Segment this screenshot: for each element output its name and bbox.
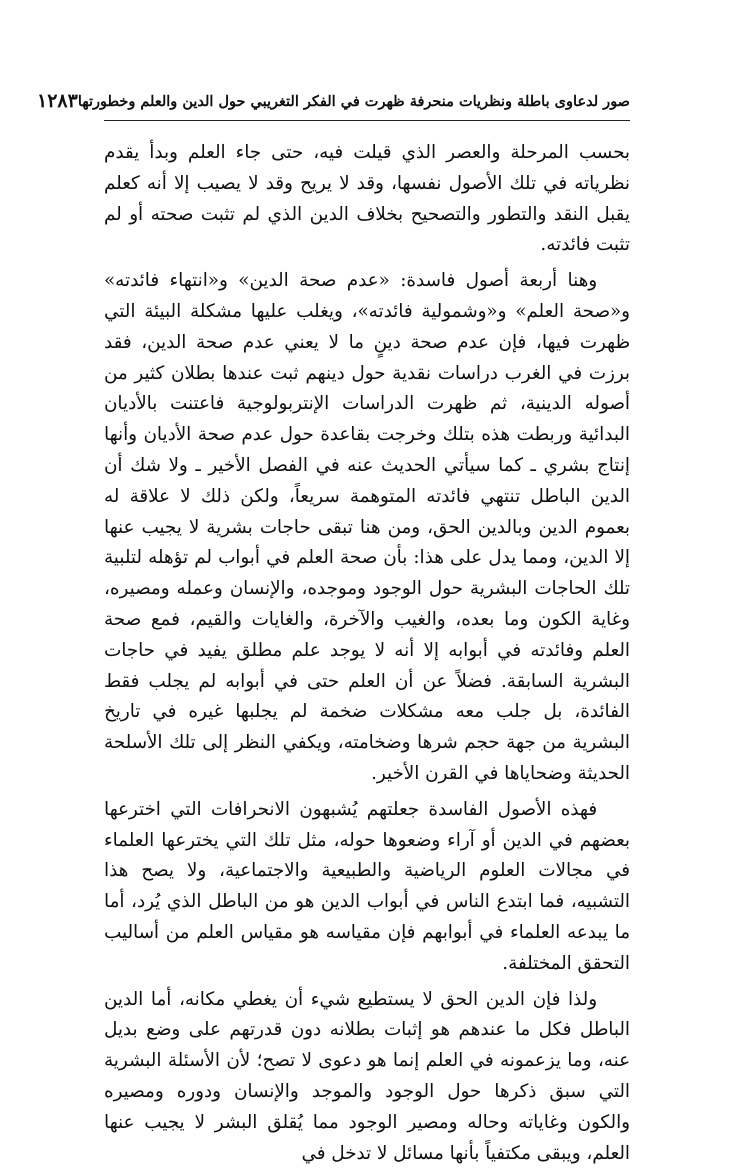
running-title: صور لدعاوى باطلة ونظريات منحرفة ظهرت في الفكر التغريبي حول الدين والعلم وخطورتها (77, 92, 630, 110)
running-header (37, 86, 630, 116)
header-divider (104, 120, 630, 121)
paragraph-continuation: بحسب المرحلة والعصر الذي قيلت فيه، حتى جاء العلم وبدأ يقدم نظرياته في تلك الأصول نفسها، وقد لا يريح وقد لا يصيب إلا أنه كعلم يقبل النقد والتطور والتصحيح بخلاف الدين الذي لم تثبت صحته أو لم تثبت فائدته. (104, 142, 630, 256)
paragraph-four-corrupt-principles: وهنا أربعة أصول فاسدة: «عدم صحة الدين» و«انتهاء فائدته» و«صحة العلم» و«وشمولية فائدته»، ويغلب عليها مشكلة البيئة التي ظهرت فيها، فإن عدم صحة دينٍ ما لا يعني عدم صحة الدين، فقد برزت في الغرب دراسات نقدية حول دينهم ثبت عندها بطلان كثير من أصوله الدينية، ثم ظهرت الدراسات الإنتربولوجية فاعتنت بالأديان البدائية وربطت هذه بتلك وخرجت بقاعدة حول عدم صحة الأديان وأنها إنتاج بشري ـ كما سيأتي الحديث عنه في الفصل الأخير ـ ولا شك أن الدين الباطل تنتهي فائدته المتوهمة سريعاً، ولكن ذلك لا علاقة له بعموم الدين وبالدين الحق، ومن هنا تبقى حاجات بشرية لا يجيب عنها إلا الدين، ومما يدل على هذا: بأن صحة العلم في أبواب لم تؤهله لتلبية تلك الحاجات البشرية حول الوجود وموجده، والإنسان وعمله ومصيره، وغاية الكون وما بعده، والغيب والآخرة، والغايات والقيم، فمع صحة العلم وفائدته في أبوابه إلا أنه لا يوجد علم مطلق يفيد في حاجات البشرية السابقة. فضلاً عن أن العلم حتى في أبوابه لم يجلب فقط الفائدة، بل جلب معه مشكلات ضخمة لم يجلبها غيره في تاريخ البشرية من جهة حجم شرها وضخامته، ويكفي النظر إلى تلك الأسلحة الحديثة وضحاياها في القرن الأخير. (104, 270, 630, 784)
page-number: ١٢٨٣ (37, 90, 78, 112)
body-text (104, 138, 630, 1174)
paragraph-true-religion: ولذا فإن الدين الحق لا يستطيع شيء أن يغطي مكانه، أما الدين الباطل فكل ما عندهم هو إثبات بطلانه دون قدرتهم على وضع بديل عنه، وما يزعمونه في العلم إنما هو دعوى لا تصح؛ لأن الأسئلة البشرية التي سبق ذكرها حول الوجود والموجد والإنسان ودوره ومصيره والكون وغاياته وحاله ومصير الوجود مما يُقلق البشر لا يجيب عنها العلم، ويبقى مكتفياً بأنها مسائل لا تدخل في (104, 988, 630, 1164)
paragraph-false-analogy: فهذه الأصول الفاسدة جعلتهم يُشبهون الانحرافات التي اخترعها بعضهم في الدين أو آراء وضعوها حوله، مثل تلك التي يخترعها العلماء في مجالات العلوم الرياضية والطبيعية والاجتماعية، ولا يصح هذا التشبيه، فما ابتدع الناس في أبواب الدين هو من الباطل الذي يُرد، أما ما يبدعه العلماء في أبوابهم فإن مقياسه هو مقياس العلم من أساليب التحقق المختلفة. (104, 798, 630, 974)
